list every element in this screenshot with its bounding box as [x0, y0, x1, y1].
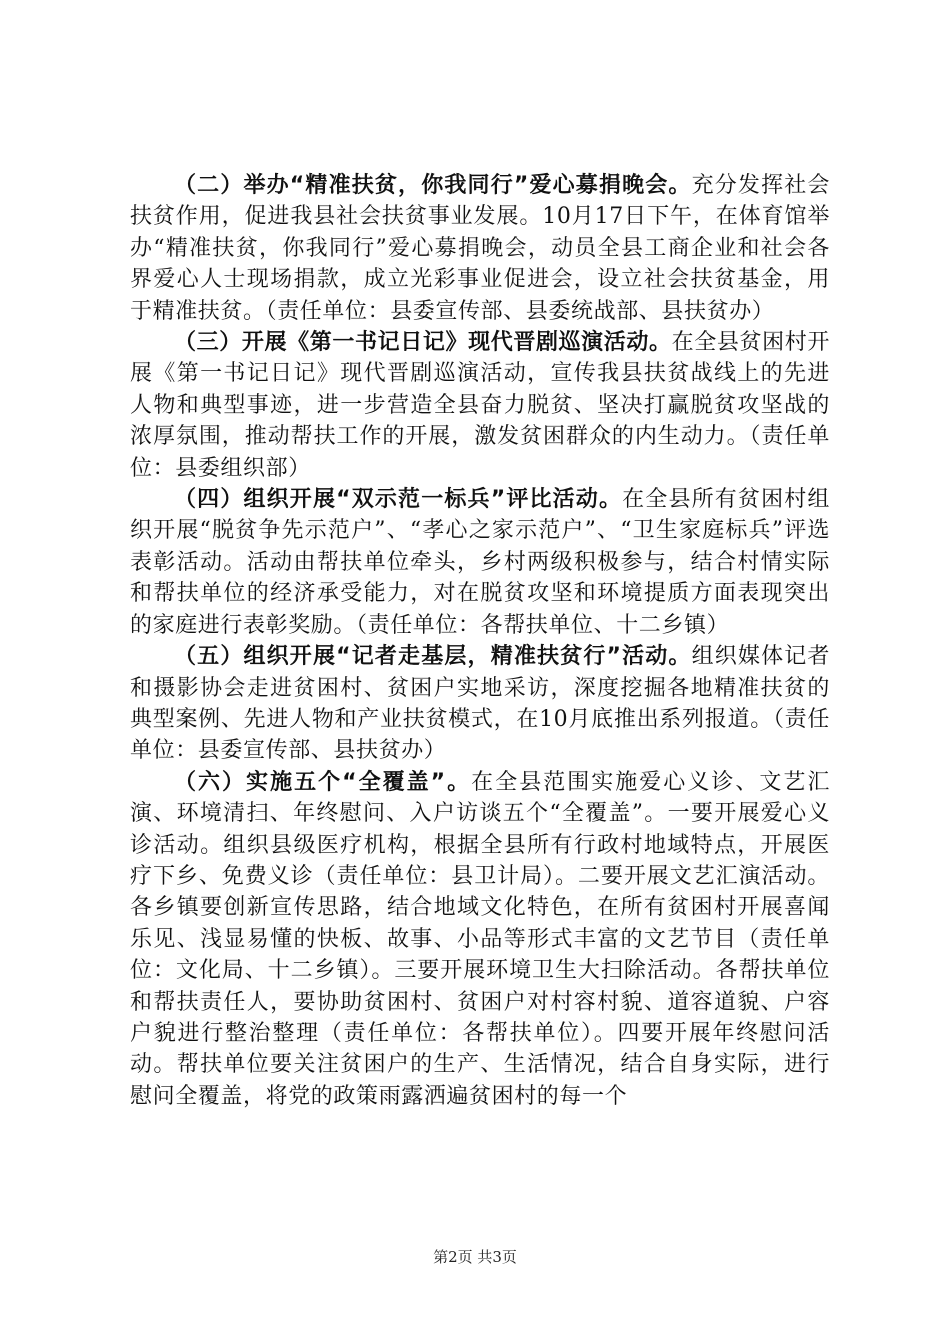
paragraph-text: 在全县范围实施爱心义诊、文艺汇演、环境清扫、年终慰问、入户访谈五个“全覆盖”。一要开展爱心义诊活动。组织县级医疗机构，根据全县所有行政村地域特点，开展医疗下乡、免费义诊（责任单位：县卫计局）。二要开展文艺汇演活动。各乡镇要创新宣传思路，结合地域文化特色，在所有贫困村开展喜闻乐见、浅显易懂的快板、故事、小品等形式丰富的文艺节目（责任单位：文化局、十二乡镇）。三要开展环境卫生大扫除活动。各帮扶单位和帮扶责任人，要协助贫困村、贫困户对村容村貌、道容道貌、户容户貌进行整治整理（责任单位：各帮扶单位）。四要开展年终慰问活动。帮扶单位要关注贫困户的生产、生活情况，结合自身实际，进行慰问全覆盖，将党的政策雨露洒遍贫困村的每一个: [130, 769, 830, 1109]
page-number-footer: 第2页 共3页: [433, 1248, 517, 1266]
paragraph-heading: （三）开展《第一书记日记》现代晋剧巡演活动。: [174, 330, 672, 356]
paragraph-text: 在全县所有贫困村组织开展“脱贫争先示范户”、“孝心之家示范户”、“卫生家庭标兵”评选表彰活动。活动由帮扶单位牵头，乡村两级积极参与，结合村情实际和帮扶单位的经济承受能力，对在脱贫攻坚和环境提质方面表现突出的家庭进行表彰奖励。（责任单位：各帮扶单位、十二乡镇）: [130, 487, 831, 638]
paragraph-text: 充分发挥社会扶贫作用，促进我县社会扶贫事业发展。10月17日下午，在体育馆举办“精准扶贫，你我同行”爱心募捐晚会，动员全县工商企业和社会各界爱心人士现场捐款，成立光彩事业促进会，设立社会扶贫基金，用于精准扶贫。（责任单位：县委宣传部、县委统战部、县扶贫办）: [130, 173, 830, 324]
paragraph-heading: （二）举办“精准扶贫，你我同行”爱心募捐晚会。: [174, 173, 692, 198]
paragraph-4: [130, 484, 830, 641]
paragraph-3: [130, 327, 830, 484]
paragraph-2: [130, 170, 830, 327]
paragraph-heading: （四）组织开展“双示范一标兵”评比活动。: [174, 487, 623, 513]
document-body: [130, 170, 830, 1112]
paragraph-text: 组织媒体记者和摄影协会走进贫困村、贫困户实地采访，深度挖掘各地精准扶贫的典型案例、先进人物和产业扶贫模式，在10月底推出系列报道。（责任单位：县委宣传部、县扶贫办）: [130, 644, 830, 764]
paragraph-heading: （六）实施五个“全覆盖”。: [174, 769, 472, 795]
paragraph-5: [130, 641, 830, 767]
paragraph-heading: （五）组织开展“记者走基层，精准扶贫行”活动。: [174, 644, 692, 670]
paragraph-text: 在全县贫困村开展《第一书记日记》现代晋剧巡演活动，宣传我县扶贫战线上的先进人物和典型事迹，进一步营造全县奋力脱贫、坚决打赢脱贫攻坚战的浓厚氛围，推动帮扶工作的开展，激发贫困群众的内生动力。（责任单位：县委组织部）: [130, 330, 830, 481]
paragraph-6: [130, 767, 830, 1112]
